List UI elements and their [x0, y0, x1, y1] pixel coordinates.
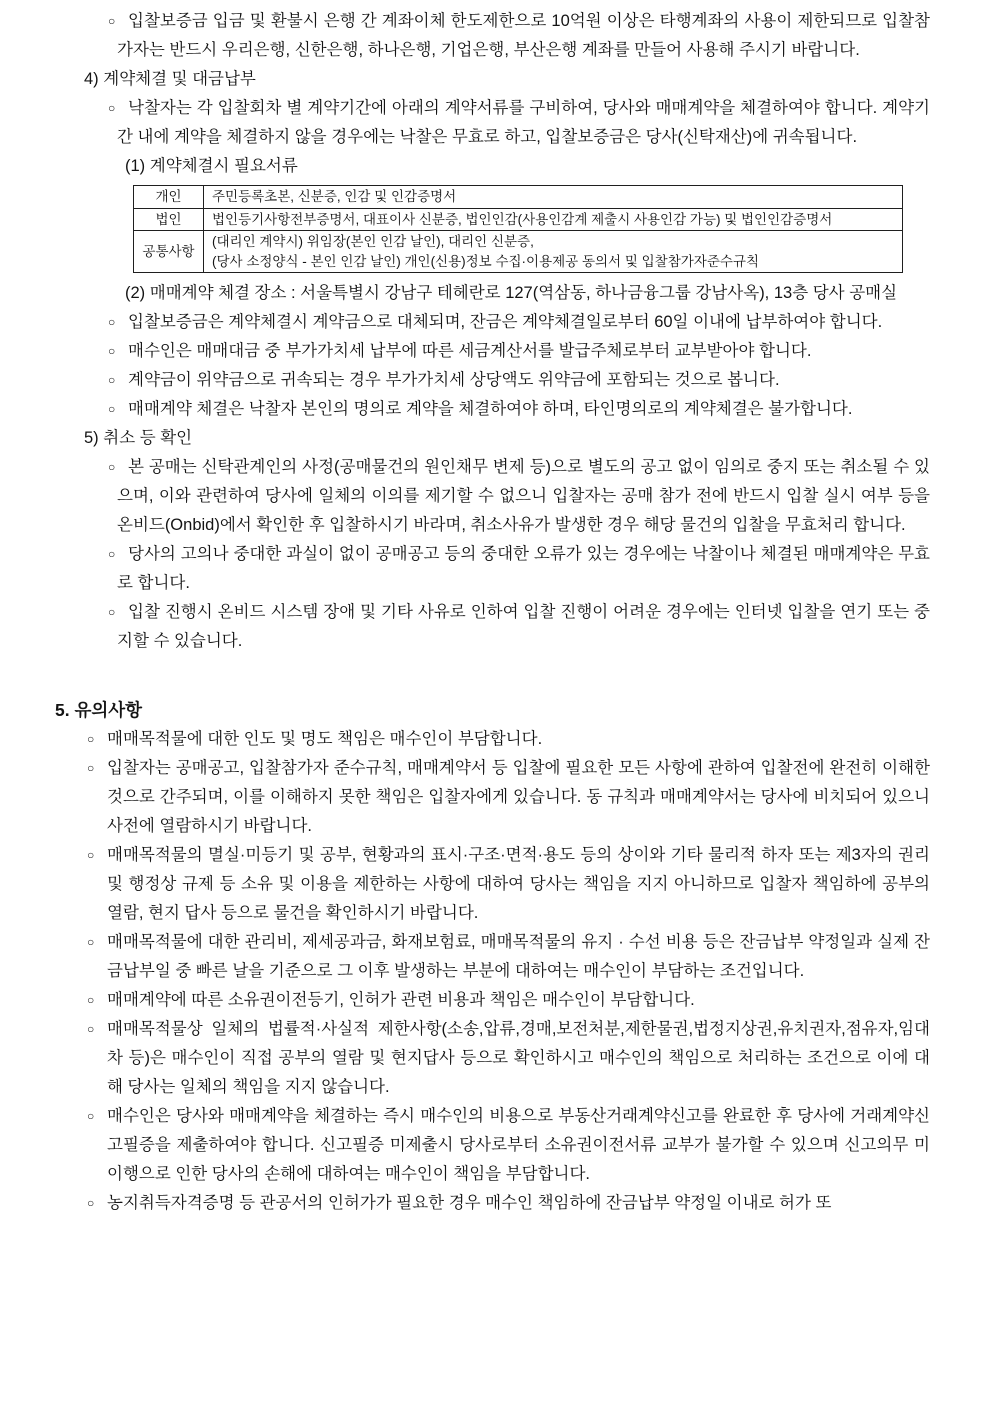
contract-bullet-text: 매매계약 체결은 낙찰자 본인의 명의로 계약을 체결하여야 하며, 타인명의로의 계약체결은 불가합니다. — [128, 400, 853, 418]
notice-bullet-item — [0, 725, 930, 754]
circle-bullet-icon: ○ — [87, 993, 95, 1007]
category-cell: 법인 — [134, 208, 204, 231]
circle-bullet-icon: ○ — [108, 402, 116, 416]
circle-bullet-icon: ○ — [87, 732, 95, 746]
cancel-section-heading: 5) 취소 등 확인 — [84, 429, 193, 447]
table-row-common — [134, 231, 903, 273]
notice-bullet-text: 매매목적물상 일체의 법률적·사실적 제한사항(소송,압류,경매,보전처분,제한물권,법정지상권,유치권자,점유자,임대차 등)은 매수인이 직접 공부의 열람 및 현지답사 등으로 확인하시고 매수인의 책임으로 처리하는 조건으로 이에 대해 당사는 일체의 책임을 지지 않습니다. — [107, 1020, 930, 1096]
circle-bullet-icon: ○ — [87, 848, 95, 862]
circle-bullet-icon: ○ — [87, 1196, 95, 1210]
notice-bullet-item — [0, 841, 930, 928]
documents-cell: 법인등기사항전부증명서, 대표이사 신분증, 법인인감(사용인감계 제출시 사용인감 가능) 및 법인인감증명서 — [204, 208, 903, 231]
contract-venue-label: (2) 매매계약 체결 장소 : 서울특별시 강남구 테헤란로 127(역삼동, 하나금융그룹 강남사옥), 13층 당사 공매실 — [125, 284, 898, 302]
notice-bullet-item — [0, 754, 930, 841]
circle-bullet-icon: ○ — [108, 14, 116, 28]
notice-section-heading: 5. 유의사항 — [55, 700, 143, 720]
notice-section — [0, 696, 930, 1218]
contract-bullet-text: 입찰보증금은 계약체결시 계약금으로 대체되며, 잔금은 계약체결일로부터 60일 이내에 납부하여야 합니다. — [128, 313, 883, 331]
contract-intro-bullet-text: 낙찰자는 각 입찰회차 별 계약기간에 아래의 계약서류를 구비하여, 당사와 매매계약을 체결하여야 합니다. 계약기간 내에 계약을 체결하지 않을 경우에는 낙찰은 무효로 하고, 입찰보증금은 당사(신탁재산)에 귀속됩니다. — [117, 99, 930, 146]
cancel-bullet-text: 입찰 진행시 온비드 시스템 장애 및 기타 사유로 인하여 입찰 진행이 어려운 경우에는 인터넷 입찰을 연기 또는 중지할 수 있습니다. — [117, 603, 930, 650]
contract-bullet-text: 매수인은 매매대금 중 부가가치세 납부에 따른 세금계산서를 발급주체로부터 교부받아야 합니다. — [128, 342, 812, 360]
documents-line: (대리인 계약시) 위임장(본인 인감 날인), 대리인 신분증, — [212, 234, 534, 249]
notice-bullet-item — [0, 1015, 930, 1102]
contract-section-heading: 4) 계약체결 및 대금납부 — [84, 70, 256, 88]
contract-bullet-text: 계약금이 위약금으로 귀속되는 경우 부가가치세 상당액도 위약금에 포함되는 것으로 봅니다. — [128, 371, 780, 389]
notice-bullet-text: 매매계약에 따른 소유권이전등기, 인허가 관련 비용과 책임은 매수인이 부담합니다. — [107, 991, 695, 1009]
notice-bullet-item — [0, 1189, 930, 1218]
cancel-bullet-text: 본 공매는 신탁관계인의 사정(공매물건의 원인채무 변제 등)으로 별도의 공고 없이 임의로 중지 또는 취소될 수 있으며, 이와 관련하여 당사에 일체의 이의를 제기할 수 없으니 입찰자는 공매 참가 전에 반드시 입찰 실시 여부 등을 온비드(Onbid)에서 확인한 후 입찰하시기 바라며, 취소사유가 발생한 경우 해당 물건의 입찰을 무효처리 합니다. — [117, 458, 930, 534]
cancel-bullet-item — [0, 540, 930, 598]
contract-bullet-item — [0, 366, 930, 395]
contract-bullet-item — [0, 337, 930, 366]
required-docs-label: (1) 계약체결시 필요서류 — [125, 157, 298, 175]
required-documents-table — [133, 185, 903, 273]
circle-bullet-icon: ○ — [108, 101, 116, 115]
circle-bullet-icon: ○ — [108, 315, 116, 329]
circle-bullet-icon: ○ — [87, 935, 95, 949]
circle-bullet-icon: ○ — [108, 547, 116, 561]
notice-bullet-text: 매매목적물의 멸실·미등기 및 공부, 현황과의 표시·구조·면적·용도 등의 상이와 기타 물리적 하자 또는 제3자의 권리 및 행정상 규제 등 소유 및 이용을 제한하는 사항에 대하여 당사는 책임을 지지 아니하므로 입찰자 책임하에 공부의 열람, 현지 답사 등으로 물건을 확인하시기 바랍니다. — [107, 846, 930, 922]
circle-bullet-icon: ○ — [87, 761, 95, 775]
contract-bullet-item — [0, 308, 930, 337]
notice-bullet-item — [0, 986, 930, 1015]
circle-bullet-icon: ○ — [108, 373, 116, 387]
prelude-bullet-text: 입찰보증금 입금 및 환불시 은행 간 계좌이체 한도제한으로 10억원 이상은 타행계좌의 사용이 제한되므로 입찰참가자는 반드시 우리은행, 신한은행, 하나은행, 기업은행, 부산은행 계좌를 만들어 사용해 주시기 바랍니다. — [117, 12, 930, 59]
documents-line: (당사 소정양식 - 본인 인감 날인) 개인(신용)정보 수집·이용제공 동의서 및 입찰참가자준수규칙 — [212, 253, 759, 269]
documents-cell — [204, 231, 903, 273]
cancel-bullet-text: 당사의 고의나 중대한 과실이 없이 공매공고 등의 중대한 오류가 있는 경우에는 낙찰이나 체결된 매매계약은 무효로 합니다. — [117, 545, 930, 592]
contract-bullet-item — [0, 395, 930, 424]
circle-bullet-icon: ○ — [87, 1109, 95, 1123]
cancel-section — [0, 424, 930, 656]
notice-bullet-item — [0, 928, 930, 986]
category-cell: 개인 — [134, 186, 204, 209]
prelude-bullet-item — [0, 7, 930, 65]
table-row-corporation — [134, 208, 903, 231]
circle-bullet-icon: ○ — [108, 344, 116, 358]
contract-section — [0, 65, 930, 424]
circle-bullet-icon: ○ — [108, 605, 116, 619]
category-cell: 공통사항 — [134, 231, 204, 273]
documents-cell: 주민등록초본, 신분증, 인감 및 인감증명서 — [204, 186, 903, 209]
contract-intro-bullet-item — [0, 94, 930, 152]
notice-bullet-text: 매수인은 당사와 매매계약을 체결하는 즉시 매수인의 비용으로 부동산거래계약신고를 완료한 후 당사에 거래계약신고필증을 제출하여야 합니다. 신고필증 미제출시 당사로부터 소유권이전서류 교부가 불가할 수 있으며 신고의무 미이행으로 인한 당사의 손해에 대하여는 매수인이 책임을 부담합니다. — [107, 1107, 930, 1183]
notice-bullet-text: 농지취득자격증명 등 관공서의 인허가가 필요한 경우 매수인 책임하에 잔금납부 약정일 이내로 허가 또 — [107, 1194, 832, 1212]
cancel-bullet-item — [0, 453, 930, 540]
notice-bullet-item — [0, 1102, 930, 1189]
notice-bullet-text: 입찰자는 공매공고, 입찰참가자 준수규칙, 매매계약서 등 입찰에 필요한 모든 사항에 관하여 입찰전에 완전히 이해한 것으로 간주되며, 이를 이해하지 못한 책임은 입찰자에게 있습니다. 동 규칙과 매매계약서는 당사에 비치되어 있으니 사전에 열람하시기 바랍니다. — [107, 759, 930, 835]
cancel-bullet-item — [0, 598, 930, 656]
circle-bullet-icon: ○ — [87, 1022, 95, 1036]
table-row-individual — [134, 186, 903, 209]
notice-bullet-text: 매매목적물에 대한 인도 및 명도 책임은 매수인이 부담합니다. — [107, 730, 543, 748]
notice-bullet-text: 매매목적물에 대한 관리비, 제세공과금, 화재보험료, 매매목적물의 유지 · 수선 비용 등은 잔금납부 약정일과 실제 잔금납부일 중 빠른 날을 기준으로 그 이후 발생하는 부분에 대하여는 매수인이 부담하는 조건입니다. — [107, 933, 930, 980]
circle-bullet-icon: ○ — [108, 460, 116, 474]
